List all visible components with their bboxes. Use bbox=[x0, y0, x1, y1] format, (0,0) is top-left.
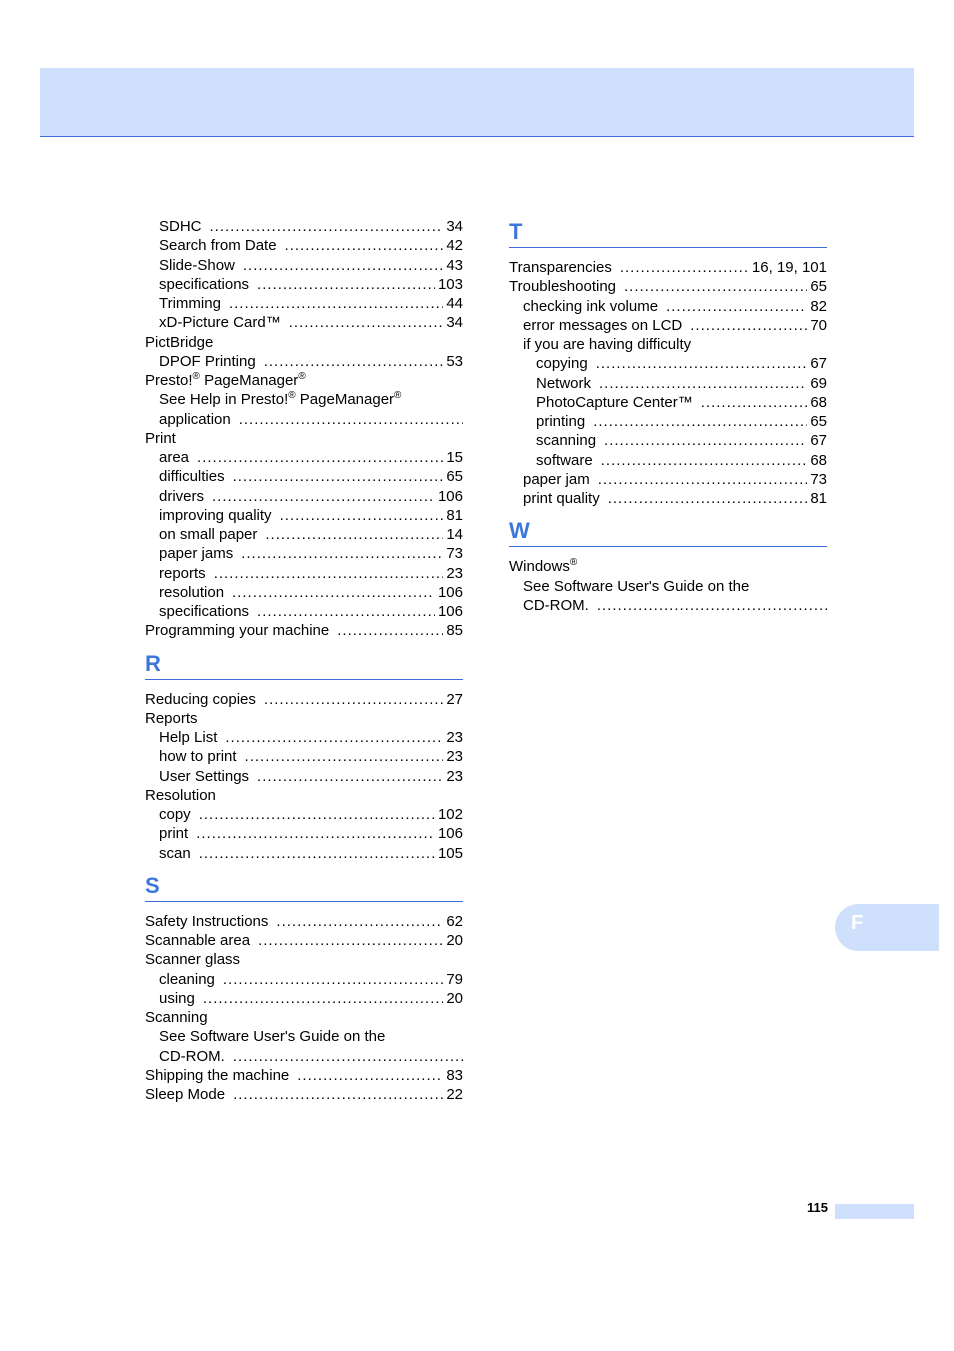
dot-leader bbox=[285, 238, 444, 253]
index-entry bbox=[145, 410, 463, 429]
index-entry bbox=[509, 470, 827, 489]
page-ref: 16, 19, 101 bbox=[751, 259, 827, 276]
index-term: Transparencies bbox=[509, 259, 612, 276]
page-ref: 34 bbox=[446, 314, 463, 332]
index-term: Scanner glass bbox=[145, 951, 241, 969]
dot-leader bbox=[289, 315, 444, 330]
index-term: using bbox=[159, 989, 195, 1007]
page-ref: 20 bbox=[446, 989, 463, 1007]
index-term: Presto!® PageManager® bbox=[145, 371, 306, 389]
dot-leader bbox=[203, 991, 443, 1006]
dot-leader bbox=[596, 356, 808, 371]
chapter-tab bbox=[835, 904, 939, 951]
index-entry bbox=[145, 487, 463, 506]
page-ref: 67 bbox=[810, 355, 827, 373]
index-term: if you are having difficulty bbox=[523, 336, 692, 353]
page-ref: 65 bbox=[810, 413, 827, 430]
index-entry bbox=[509, 451, 827, 470]
chapter-tab-label: F bbox=[851, 912, 864, 934]
page-number-bar bbox=[835, 1204, 914, 1219]
page-number: 115 bbox=[807, 1200, 828, 1215]
page-ref: 23 bbox=[446, 748, 463, 766]
index-term: how to print bbox=[159, 748, 237, 766]
index-entry bbox=[145, 690, 463, 709]
dot-leader bbox=[210, 219, 444, 234]
index-entry bbox=[145, 256, 463, 275]
index-entry bbox=[509, 489, 827, 508]
dot-leader bbox=[233, 1049, 463, 1064]
index-term: scan bbox=[159, 844, 191, 862]
dot-leader bbox=[690, 318, 807, 333]
index-list-r bbox=[145, 690, 463, 863]
dot-leader bbox=[258, 933, 443, 948]
page-ref: 27 bbox=[446, 690, 463, 708]
index-term: Reducing copies bbox=[145, 690, 256, 708]
index-term: PictBridge bbox=[145, 333, 214, 351]
index-term: print bbox=[159, 825, 189, 843]
index-column-right bbox=[509, 217, 827, 615]
dot-leader bbox=[264, 692, 443, 707]
index-term: error messages on LCD bbox=[523, 316, 683, 334]
index-term: DPOF Printing bbox=[159, 352, 256, 370]
dot-leader bbox=[245, 749, 444, 764]
dot-leader bbox=[337, 623, 443, 638]
page-ref: 85 bbox=[446, 622, 463, 640]
index-term: print quality bbox=[523, 490, 600, 507]
dot-leader bbox=[620, 260, 749, 275]
dot-leader bbox=[257, 604, 435, 619]
index-entry bbox=[145, 352, 463, 371]
index-entry bbox=[145, 333, 463, 352]
index-term: CD-ROM. bbox=[159, 1047, 225, 1065]
index-term: cleaning bbox=[159, 970, 215, 988]
dot-leader bbox=[233, 1087, 443, 1102]
dot-leader bbox=[601, 453, 808, 468]
page-ref: 65 bbox=[810, 278, 827, 296]
index-entry bbox=[145, 390, 463, 409]
section-heading-t: T bbox=[509, 217, 827, 248]
page-ref: 106 bbox=[437, 825, 463, 843]
index-term: Resolution bbox=[145, 786, 216, 804]
index-entry bbox=[145, 1085, 463, 1104]
index-entry bbox=[509, 412, 827, 431]
index-entry bbox=[145, 970, 463, 989]
page-ref: 68 bbox=[810, 393, 827, 411]
index-entry bbox=[145, 525, 463, 544]
page-ref: 43 bbox=[446, 256, 463, 274]
page-ref: 106 bbox=[437, 487, 463, 505]
index-term: resolution bbox=[159, 583, 225, 601]
dot-leader bbox=[196, 826, 435, 841]
index-term: on small paper bbox=[159, 526, 258, 543]
section-heading-s: S bbox=[145, 871, 463, 902]
index-entry bbox=[145, 583, 463, 602]
page-ref: 65 bbox=[446, 468, 463, 486]
index-term: Network bbox=[536, 374, 592, 392]
page-ref: 70 bbox=[810, 316, 827, 334]
index-entry bbox=[509, 335, 827, 354]
page-ref: 81 bbox=[446, 506, 463, 524]
index-term: application bbox=[159, 410, 231, 428]
page-ref: 73 bbox=[810, 470, 827, 488]
page-ref: 15 bbox=[446, 449, 463, 466]
page-ref: 106 bbox=[437, 583, 463, 601]
index-entry bbox=[145, 767, 463, 786]
page-ref: 42 bbox=[446, 237, 463, 255]
index-term: reports bbox=[159, 564, 206, 582]
index-entry bbox=[145, 1008, 463, 1027]
index-entry bbox=[509, 316, 827, 335]
index-entry bbox=[145, 1027, 463, 1046]
index-entry bbox=[145, 931, 463, 950]
index-term: paper jam bbox=[523, 470, 590, 488]
index-term: Troubleshooting bbox=[509, 278, 617, 296]
index-term: Trimming bbox=[159, 295, 221, 312]
page-ref: 23 bbox=[446, 767, 463, 785]
dot-leader bbox=[239, 412, 463, 427]
page-ref: 53 bbox=[446, 352, 463, 370]
page-ref: 81 bbox=[810, 490, 827, 507]
dot-leader bbox=[199, 846, 435, 861]
index-entry bbox=[509, 297, 827, 316]
index-term: copy bbox=[159, 806, 191, 823]
dot-leader bbox=[257, 769, 443, 784]
index-entry bbox=[509, 393, 827, 412]
index-entry bbox=[145, 448, 463, 467]
index-entry bbox=[145, 989, 463, 1008]
index-list-t bbox=[509, 258, 827, 508]
index-term: Shipping the machine bbox=[145, 1066, 290, 1084]
dot-leader bbox=[276, 914, 443, 929]
index-term: See Help in Presto!® PageManager® bbox=[159, 390, 402, 409]
index-entry bbox=[509, 258, 827, 277]
header-band bbox=[40, 68, 914, 137]
page-ref: 106 bbox=[437, 603, 463, 620]
dot-leader bbox=[232, 585, 435, 600]
dot-leader bbox=[212, 489, 435, 504]
dot-leader bbox=[223, 972, 443, 987]
dot-leader bbox=[264, 354, 444, 369]
dot-leader bbox=[666, 299, 807, 314]
index-term: Print bbox=[145, 429, 176, 447]
index-term: Scanning bbox=[145, 1009, 208, 1026]
dot-leader bbox=[598, 472, 808, 487]
index-entry bbox=[145, 506, 463, 525]
page-ref: 20 bbox=[446, 932, 463, 949]
page-ref: 62 bbox=[446, 912, 463, 930]
index-term: Safety Instructions bbox=[145, 912, 269, 930]
page-ref: 14 bbox=[446, 526, 463, 543]
index-entry bbox=[145, 467, 463, 486]
page-ref: 44 bbox=[446, 295, 463, 312]
page-ref: 68 bbox=[810, 451, 827, 469]
section-heading-w: W bbox=[509, 516, 827, 547]
index-entry bbox=[509, 577, 827, 596]
page-ref: 83 bbox=[446, 1066, 463, 1084]
dot-leader bbox=[265, 527, 443, 542]
dot-leader bbox=[257, 277, 435, 292]
page-ref: 69 bbox=[810, 374, 827, 392]
index-term: See Software User's Guide on the bbox=[159, 1028, 386, 1046]
index-term: paper jams bbox=[159, 545, 234, 563]
index-list-w bbox=[509, 557, 827, 615]
index-entry bbox=[145, 912, 463, 931]
index-term: User Settings bbox=[159, 767, 250, 785]
page-ref: 23 bbox=[446, 564, 463, 582]
index-entry bbox=[145, 429, 463, 448]
index-entry bbox=[509, 374, 827, 393]
index-term: See Software User's Guide on the bbox=[523, 577, 750, 595]
dot-leader bbox=[608, 491, 808, 506]
dot-leader bbox=[597, 598, 827, 613]
index-term: scanning bbox=[536, 432, 597, 450]
index-entry bbox=[145, 950, 463, 969]
index-entry bbox=[145, 1066, 463, 1085]
index-entry bbox=[145, 564, 463, 583]
page-ref: 67 bbox=[810, 432, 827, 450]
index-term: drivers bbox=[159, 487, 205, 505]
index-term: Programming your machine bbox=[145, 622, 330, 640]
index-entry bbox=[145, 786, 463, 805]
index-term: SDHC bbox=[159, 218, 202, 235]
index-entry bbox=[145, 236, 463, 255]
index-entry bbox=[145, 824, 463, 843]
index-entry bbox=[145, 217, 463, 236]
index-term: area bbox=[159, 449, 190, 466]
index-term: Sleep Mode bbox=[145, 1086, 226, 1103]
page-ref: 34 bbox=[446, 218, 463, 235]
index-term: Help List bbox=[159, 729, 218, 746]
index-term: printing bbox=[536, 413, 586, 430]
index-term: improving quality bbox=[159, 506, 272, 524]
index-column-left bbox=[145, 217, 463, 1104]
index-term: Search from Date bbox=[159, 237, 277, 255]
index-list-top bbox=[145, 217, 463, 641]
page-ref: 23 bbox=[446, 729, 463, 746]
index-term: CD-ROM. bbox=[523, 596, 589, 614]
dot-leader bbox=[241, 546, 443, 561]
index-entry bbox=[145, 313, 463, 332]
index-entry bbox=[145, 371, 463, 390]
index-entry bbox=[145, 844, 463, 863]
index-term: Slide-Show bbox=[159, 256, 235, 274]
index-entry bbox=[145, 709, 463, 728]
dot-leader bbox=[229, 296, 443, 311]
index-entry bbox=[509, 354, 827, 373]
index-term: specifications bbox=[159, 603, 250, 620]
dot-leader bbox=[593, 414, 807, 429]
dot-leader bbox=[233, 469, 444, 484]
dot-leader bbox=[701, 395, 808, 410]
index-entry bbox=[145, 805, 463, 824]
index-term: checking ink volume bbox=[523, 297, 659, 315]
page-ref: 102 bbox=[437, 806, 463, 823]
index-term: Windows® bbox=[509, 557, 578, 576]
index-entry bbox=[509, 277, 827, 296]
index-entry bbox=[145, 544, 463, 563]
index-term: software bbox=[536, 451, 593, 469]
page-ref: 105 bbox=[437, 844, 463, 862]
dot-leader bbox=[225, 730, 443, 745]
index-term: copying bbox=[536, 355, 588, 373]
index-term: Scannable area bbox=[145, 932, 251, 949]
index-entry bbox=[145, 747, 463, 766]
index-entry bbox=[509, 431, 827, 450]
section-heading-r: R bbox=[145, 649, 463, 680]
index-term: difficulties bbox=[159, 468, 225, 486]
index-entry bbox=[145, 275, 463, 294]
dot-leader bbox=[604, 433, 807, 448]
page-ref: 103 bbox=[437, 275, 463, 293]
page-ref: 82 bbox=[810, 297, 827, 315]
index-entry bbox=[145, 1047, 463, 1066]
index-term: Reports bbox=[145, 709, 198, 727]
index-entry bbox=[145, 294, 463, 313]
page-ref: 79 bbox=[446, 970, 463, 988]
index-list-s bbox=[145, 912, 463, 1105]
index-term: PhotoCapture Center™ bbox=[536, 393, 693, 411]
index-entry bbox=[145, 621, 463, 640]
index-entry bbox=[145, 728, 463, 747]
dot-leader bbox=[243, 258, 443, 273]
index-entry bbox=[509, 596, 827, 615]
page-ref: 22 bbox=[446, 1086, 463, 1103]
index-term: specifications bbox=[159, 275, 250, 293]
dot-leader bbox=[280, 508, 444, 523]
index-entry bbox=[509, 557, 827, 576]
page-ref: 73 bbox=[446, 545, 463, 563]
index-entry bbox=[145, 602, 463, 621]
dot-leader bbox=[297, 1068, 443, 1083]
dot-leader bbox=[199, 807, 435, 822]
index-term: xD-Picture Card™ bbox=[159, 314, 281, 332]
dot-leader bbox=[624, 279, 807, 294]
dot-leader bbox=[197, 450, 443, 465]
dot-leader bbox=[599, 376, 807, 391]
dot-leader bbox=[214, 566, 444, 581]
